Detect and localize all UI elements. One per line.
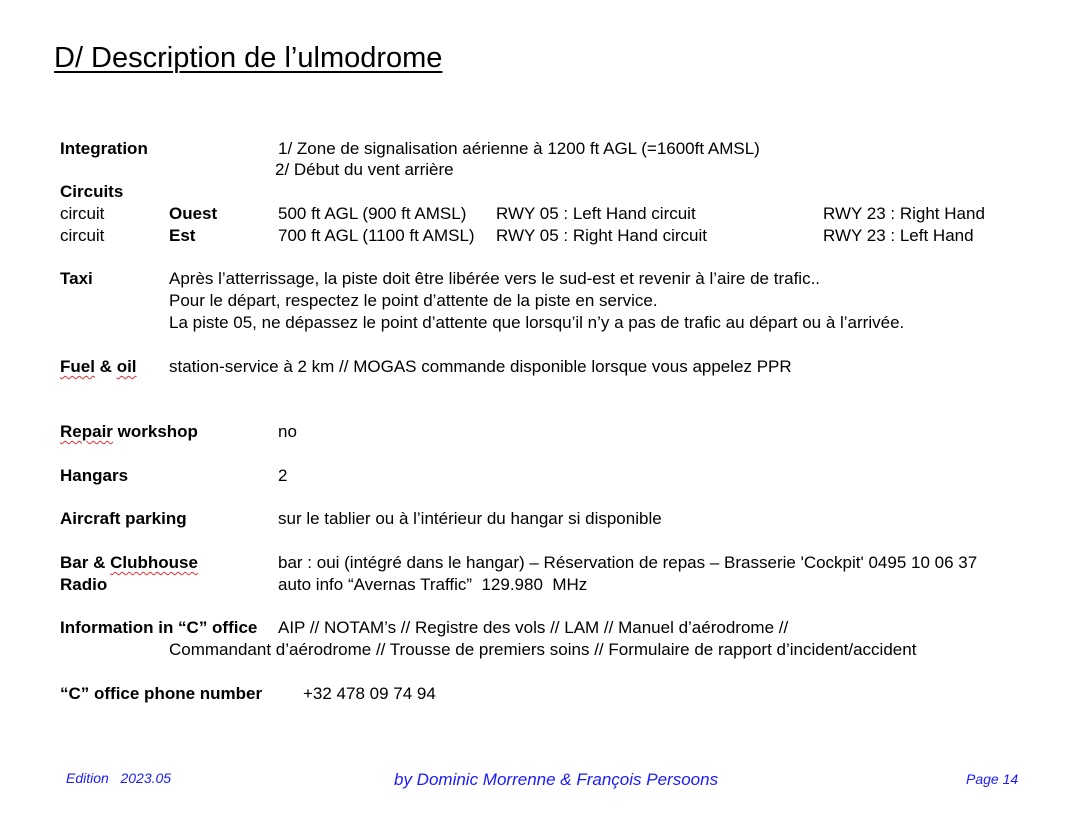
circuit-ouest-type: circuit — [60, 204, 105, 223]
integration-label: Integration — [60, 139, 148, 158]
repair-label-word-repair: Repair — [60, 422, 113, 441]
circuit-est-name: Est — [169, 226, 196, 245]
circuits-label: Circuits — [60, 182, 124, 201]
circuit-ouest-altitude: 500 ft AGL (900 ft AMSL) — [278, 204, 467, 223]
bar-value: bar : oui (intégré dans le hangar) – Réservation de repas – Brasserie 'Cockpit' 0495 10 06 37 — [278, 553, 978, 572]
bar-label-word-bar: Bar & — [60, 553, 111, 572]
circuit-est-rwy05: RWY 05 : Right Hand circuit — [496, 226, 708, 245]
circuit-ouest-rwy23: RWY 23 : Right Hand — [823, 204, 985, 223]
circuit-est-rwy23: RWY 23 : Left Hand — [823, 226, 974, 245]
phone-label: “C” office phone number — [60, 684, 263, 703]
repair-value: no — [278, 422, 297, 441]
bar-label — [60, 553, 198, 573]
circuit-est-type: circuit — [60, 226, 105, 245]
c-office-line-2: Commandant d’aérodrome // Trousse de premiers soins // Formulaire de rapport d’incident/accident — [169, 640, 917, 659]
hangars-value: 2 — [278, 466, 288, 485]
c-office-label: Information in “C” office — [60, 618, 258, 637]
footer-authors: by Dominic Morrenne & François Persoons — [394, 770, 719, 789]
footer-page-number: Page 14 — [966, 771, 1019, 787]
fuel-label — [60, 357, 137, 377]
c-office-line-1: AIP // NOTAM’s // Registre des vols // LAM // Manuel d’aérodrome // — [278, 618, 789, 637]
hangars-label: Hangars — [60, 466, 129, 485]
phone-value: +32 478 09 74 94 — [303, 684, 436, 703]
repair-label — [60, 422, 198, 442]
parking-label: Aircraft parking — [60, 509, 187, 528]
taxi-line-2: Pour le départ, respectez le point d’attente de la piste en service. — [169, 291, 658, 310]
taxi-label: Taxi — [60, 269, 93, 288]
circuit-ouest-rwy05: RWY 05 : Left Hand circuit — [496, 204, 696, 223]
bar-label-word-clubhouse: Clubhouse — [110, 553, 198, 572]
footer-edition: Edition 2023.05 — [66, 770, 172, 786]
radio-value: auto info “Avernas Traffic” 129.980 MHz — [278, 575, 588, 594]
circuit-ouest-name: Ouest — [169, 204, 218, 223]
parking-value: sur le tablier ou à l’intérieur du hangar si disponible — [278, 509, 662, 528]
radio-label: Radio — [60, 575, 108, 594]
taxi-line-3: La piste 05, ne dépassez le point d’attente que lorsqu’il n’y a pas de trafic au départ ou à l’arrivée. — [169, 313, 905, 332]
repair-label-word-workshop: workshop — [112, 422, 198, 441]
integration-line-2: 2/ Début du vent arrière — [275, 160, 454, 179]
fuel-label-word-oil: oil — [116, 357, 137, 376]
fuel-label-word-fuel: Fuel — [60, 357, 95, 376]
page-title: D/ Description de l’ulmodrome — [54, 42, 443, 74]
fuel-value: station-service à 2 km // MOGAS commande disponible lorsque vous appelez PPR — [169, 357, 792, 376]
circuit-est-altitude: 700 ft AGL (1100 ft AMSL) — [278, 226, 475, 245]
fuel-label-amp: & — [94, 357, 117, 376]
integration-line-1: 1/ Zone de signalisation aérienne à 1200 ft AGL (=1600ft AMSL) — [278, 139, 760, 158]
taxi-line-1: Après l’atterrissage, la piste doit être libérée vers le sud-est et revenir à l’aire de trafic.. — [169, 269, 821, 288]
